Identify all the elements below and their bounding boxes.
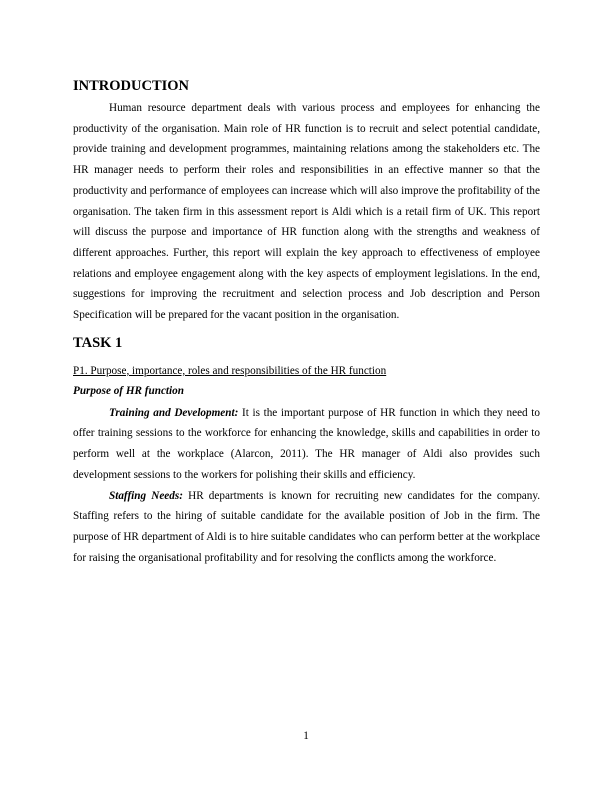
introduction-heading: INTRODUCTION xyxy=(73,78,190,94)
training-paragraph xyxy=(73,403,540,486)
staffing-paragraph xyxy=(73,486,540,569)
staffing-text: HR departments is known for recruiting new candidates for the company. Staffing refers to the hiring of suitable candidate for the available position of Job in the firm. The purpose of HR department of Aldi is to hire suitable candidates who can perform better at the workplace for raising the organisational profitability and for resolving the conflicts among the workforce. xyxy=(73,489,541,564)
page-number: 1 xyxy=(303,730,309,742)
purpose-section-title: Purpose of HR function xyxy=(73,384,184,397)
training-label: Training and Development: xyxy=(109,406,239,419)
task1-heading: TASK 1 xyxy=(73,334,123,351)
staffing-label: Staffing Needs: xyxy=(109,489,183,502)
task1-subheading: P1. Purpose, importance, roles and responsibilities of the HR function xyxy=(73,364,387,377)
introduction-paragraph: Human resource department deals with various process and employees for enhancing the productivity of the organisation. Main role of HR function is to recruit and select potential candidate, provide training and development programmes, maintaining relations among the stakeholders etc. The HR manager needs to perform their roles and responsibilities in an effective manner so that the productivity and performance of employees can increase which will also improve the profitability of the organisation. The taken firm in this assessment report is Aldi which is a retail firm of UK. This report will discuss the purpose and importance of HR function along with the strengths and weakness of different approaches. Further, this report will explain the key approach to effectiveness of employee relations and employee engagement along with the key aspects of employment legislations. In the end, suggestions for improving the recruitment and selection process and Job description and Person Specification will be prepared for the vacant position in the organisation. xyxy=(73,102,540,322)
training-text: It is the important purpose of HR function in which they need to offer training sessions to the workforce for enhancing the knowledge, skills and capabilities in order to perform well at the workplace (Alarcon, 2011). The HR manager of Aldi also provides such development sessions to the workers for polishing their skills and efficiency. xyxy=(73,406,540,481)
document-page xyxy=(73,76,540,568)
